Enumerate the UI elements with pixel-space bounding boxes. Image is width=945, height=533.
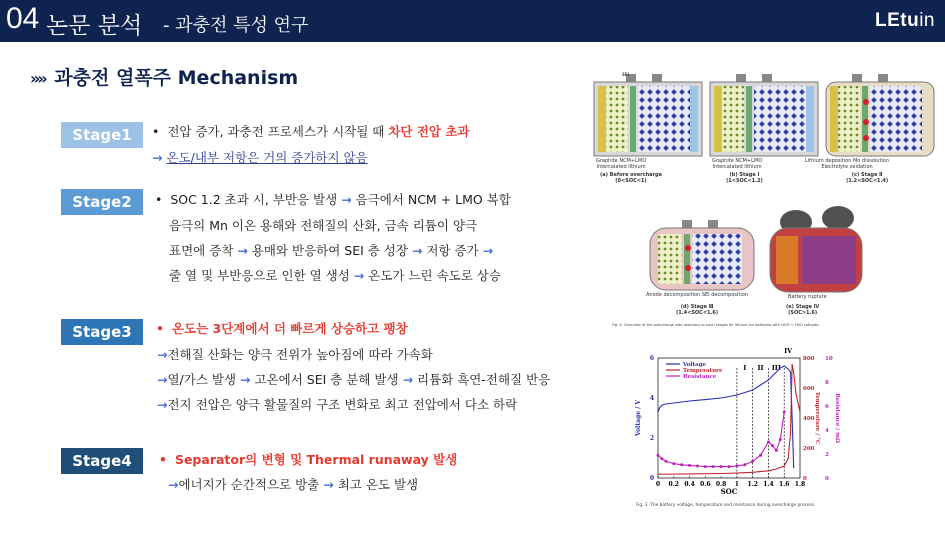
resistance-point	[779, 438, 782, 441]
x-tick-label: 1.8	[794, 481, 806, 488]
y-left-axis-label: Voltage / V	[635, 399, 642, 437]
y-temp-tick-label: 600	[803, 386, 815, 392]
legend-label: Temperature	[683, 368, 723, 374]
x-tick-label: 0	[655, 481, 661, 488]
y-temp-tick-label: 400	[803, 416, 815, 422]
stage3-line1: • 온도는 3단계에서 더 빠르게 상승하고 팽창	[156, 321, 408, 336]
x-tick-label: 0.2	[668, 481, 680, 488]
x-tick-label: 0.8	[715, 481, 727, 488]
x-tick-label: 1.6	[778, 481, 790, 488]
stage2-line2: 음극의 Mn 이온 용해와 전해질의 산화, 금속 리튬이 양극	[169, 218, 478, 233]
arrow-icon: →	[157, 372, 168, 387]
y-temp-axis-label: Temperature / °C	[814, 391, 820, 445]
resistance-point	[743, 463, 746, 466]
overcharge-chart-svg	[632, 338, 842, 500]
cell-a-illustration	[594, 74, 702, 156]
y-res-tick-label: 4	[825, 428, 829, 434]
chart-caption: Fig. 3. The battery voltage, temperature and resistance during overcharge process.	[636, 503, 816, 508]
x-tick-label: 1.2	[747, 481, 758, 488]
resistance-point	[704, 465, 707, 468]
cell-b-illustration	[710, 74, 818, 156]
page-title: 논문 분석	[46, 13, 143, 39]
y-temp-tick-label: 200	[803, 446, 815, 452]
cell-d-caption: (d) Stage Ⅲ (1.4<SOC<1.6)	[676, 304, 719, 316]
stage-label: I	[743, 364, 747, 372]
stage-label: IV	[784, 347, 793, 355]
series-line-temperature	[658, 364, 800, 474]
resistance-point	[720, 465, 723, 468]
stage4-badge: Stage4	[61, 448, 143, 474]
y-res-tick-label: 10	[825, 356, 833, 362]
cell-b-labels: Graphite NCM+LMO Intercalated lithium	[712, 158, 763, 170]
x-tick-label: 0.6	[700, 481, 711, 488]
y-left-tick-label: 2	[649, 435, 654, 442]
x-tick-label: 1.4	[763, 481, 774, 488]
resistance-point	[664, 460, 667, 463]
resistance-point	[735, 465, 738, 468]
stage3-line4: →전지 전압은 양극 활물질의 구조 변화로 최고 전압에서 다소 하락	[157, 397, 518, 412]
stage1-badge: Stage1	[61, 122, 143, 148]
figure-top-caption: Fig. 4. Overview of the overcharge side reactions at each stages for lithium ion batteries with NCM + LMO cathode.	[612, 323, 820, 327]
cell-e-labels: Battery rupture	[788, 294, 827, 300]
resistance-point	[771, 444, 774, 447]
stage-label: III	[771, 364, 781, 372]
stage2-line3: 표면에 증착 → 용매와 반응하여 SEI 층 성장 → 저항 증가 →	[169, 243, 494, 258]
resistance-point	[728, 465, 731, 468]
y-left-tick-label: 4	[649, 395, 654, 402]
resistance-point	[696, 465, 699, 468]
stage3-badge: Stage3	[61, 319, 143, 345]
stage4-line1: • Separator의 변형 및 Thermal runaway 발생	[159, 452, 458, 467]
arrow-icon: →	[168, 477, 179, 492]
y-res-tick-label: 6	[825, 404, 829, 410]
resistance-point	[672, 462, 675, 465]
overcharge-chart	[632, 338, 842, 508]
section-title: »» 과충전 열폭주 Mechanism	[30, 67, 299, 89]
cell-a-caption: (a) Before overcharge (0<SOC<1)	[600, 172, 662, 184]
brand-logo: LEtuin	[874, 10, 935, 31]
resistance-point	[688, 464, 691, 467]
header-bar	[0, 0, 945, 42]
stage2-line1: • SOC 1.2 초과 시, 부반응 발생 → 음극에서 NCM + LMO 복합	[155, 192, 511, 207]
y-res-tick-label: 2	[825, 452, 829, 458]
stage2-badge: Stage2	[61, 189, 143, 215]
cell-e-caption: (e) Stage Ⅳ (SOC>1.6)	[786, 304, 820, 316]
x-tick-label: 1	[734, 481, 739, 488]
resistance-point	[775, 449, 778, 452]
y-temp-tick-label: 0	[803, 476, 807, 482]
battery-stages-illustration	[590, 72, 940, 322]
resistance-point	[712, 465, 715, 468]
stage3-line2: →전해질 산화는 양극 전위가 높아짐에 따라 가속화	[157, 347, 433, 362]
stage3-line3: →열/가스 발생 → 고온에서 SEI 층 분해 발생 → 리튬화 흑연-전해질 반응	[157, 372, 551, 387]
cell-b-caption: (b) Stage Ⅰ (1<SOC<1.2)	[726, 172, 763, 184]
cell-e-illustration	[770, 206, 862, 292]
stage4-line2: →에너지가 순간적으로 방출 → 최고 온도 발생	[168, 477, 419, 492]
y-left-tick-label: 6	[649, 355, 654, 362]
stage2-line4: 줄 열 및 부반응으로 인한 열 생성 → 온도가 느린 속도로 상승	[169, 268, 501, 283]
resistance-point	[783, 411, 786, 414]
y-res-tick-label: 0	[825, 476, 829, 482]
battery-stages-figure: SEI Graphite NCM+LMO Intercalated lithium (a) Before overcharge (0<SOC<1) Graphite NCM+LMO Intercalated lithium (b) Stage Ⅰ (1<SOC<1.2) Lithium deposition Mn dissolution Electrolyte oxidation (c) Stage Ⅱ (1.2<SOC<1.4) Anode decomposition SEI decomposition (d) Stage Ⅲ (1.4<SOC<1.6) Battery rupture (e) Stage Ⅳ (SOC>1.6)	[590, 72, 940, 332]
y-temp-tick-label: 800	[803, 356, 815, 362]
arrow-icon: →	[157, 397, 168, 412]
cell-d-illustration	[650, 220, 754, 290]
arrow-icon: →	[157, 347, 168, 362]
section-number: 04	[6, 2, 40, 35]
series-line-voltage	[658, 366, 794, 468]
double-chevron-icon: »»	[30, 69, 45, 88]
y-res-tick-label: 8	[825, 380, 829, 386]
arrow-icon: →	[152, 150, 163, 165]
x-tick-label: 0.4	[684, 481, 695, 488]
cell-d-labels: Anode decomposition SEI decomposition	[646, 292, 748, 298]
cell-c-caption: (c) Stage Ⅱ (1.2<SOC<1.4)	[846, 172, 889, 184]
page-subtitle: - 과충전 특성 연구	[163, 15, 309, 36]
stage1-line2: → 온도/내부 저항은 거의 증가하지 않음	[152, 150, 368, 165]
resistance-point	[660, 457, 663, 460]
legend-label: Voltage	[683, 362, 706, 368]
resistance-point	[680, 463, 683, 466]
stage-label: II	[757, 364, 764, 372]
legend-label: Resistance	[683, 374, 717, 380]
cell-c-labels: Lithium deposition Mn dissolution Electrolyte oxidation	[805, 158, 890, 170]
cell-c-illustration	[826, 74, 934, 156]
y-res-axis-label: Resistance / mΩ	[834, 393, 840, 443]
series-line-resistance	[658, 412, 784, 467]
resistance-point	[751, 460, 754, 463]
x-axis-label: SOC	[720, 487, 738, 496]
resistance-point	[759, 454, 762, 457]
stage1-line1: • 전압 증가, 과충전 프로세스가 시작될 때 차단 전압 초과	[152, 124, 470, 139]
resistance-point	[657, 454, 660, 457]
y-left-tick-label: 0	[649, 475, 654, 482]
resistance-point	[767, 441, 770, 444]
cell-a-labels: Graphite NCM+LMO Intercalated lithium	[596, 158, 647, 170]
